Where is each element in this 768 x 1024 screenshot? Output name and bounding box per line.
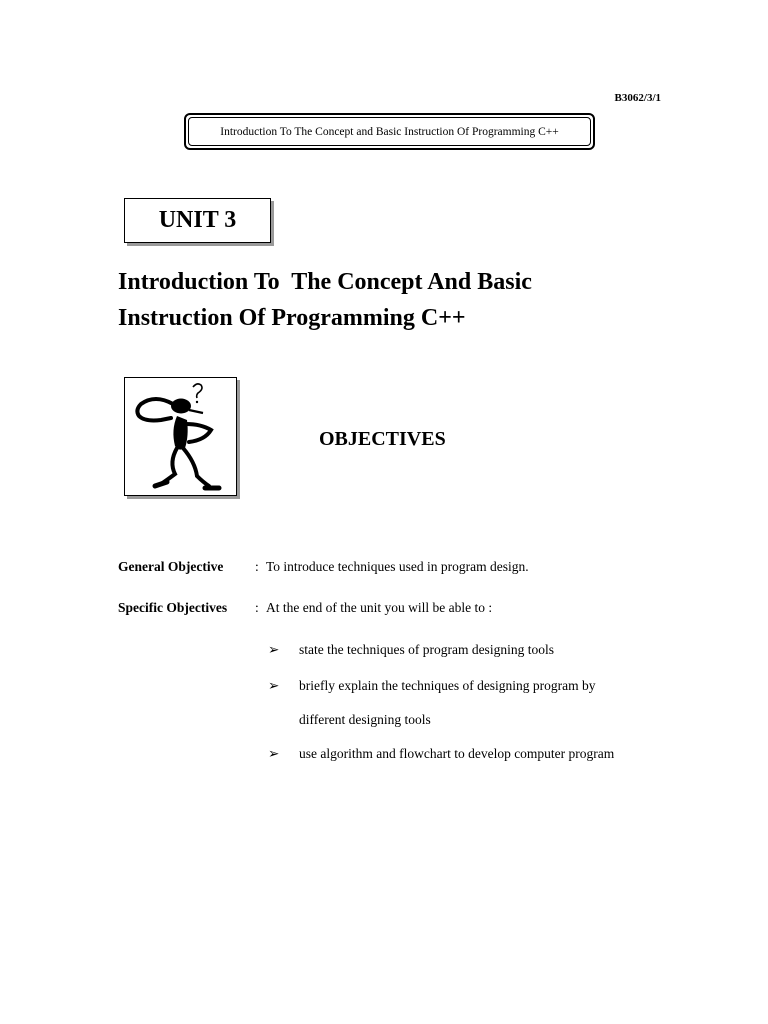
arrow-bullet-icon: ➢ xyxy=(268,746,280,761)
general-objective-separator: : xyxy=(255,559,259,574)
title-line-1: Introduction To The Concept And Basic xyxy=(118,269,532,295)
specific-objectives-separator: : xyxy=(255,600,259,615)
objectives-heading: OBJECTIVES xyxy=(319,428,446,450)
specific-objectives-text: At the end of the unit you will be able to : xyxy=(266,600,493,615)
unit-label: UNIT 3 xyxy=(124,198,271,243)
running-header-box xyxy=(184,113,595,150)
running-header-title: Introduction To The Concept and Basic Instruction Of Programming C++ xyxy=(188,117,591,146)
document-code: B3062/3/1 xyxy=(614,92,661,104)
bullet-text: use algorithm and flowchart to develop computer program xyxy=(299,746,615,761)
arrow-bullet-icon: ➢ xyxy=(268,678,280,693)
general-objective-text: To introduce techniques used in program design. xyxy=(266,559,529,574)
figure-frame xyxy=(124,377,237,496)
page-title xyxy=(118,264,678,336)
bullet-text: state the techniques of program designing tools xyxy=(299,642,554,657)
title-line-2: Instruction Of Programming C++ xyxy=(118,305,466,331)
confused-stick-figure-icon xyxy=(125,378,236,495)
bullet-text: different designing tools xyxy=(299,712,431,727)
arrow-bullet-icon: ➢ xyxy=(268,642,280,657)
specific-objectives-label: Specific Objectives xyxy=(118,600,228,615)
general-objective-label: General Objective xyxy=(118,559,224,574)
bullet-text: briefly explain the techniques of designing program by xyxy=(299,678,596,693)
